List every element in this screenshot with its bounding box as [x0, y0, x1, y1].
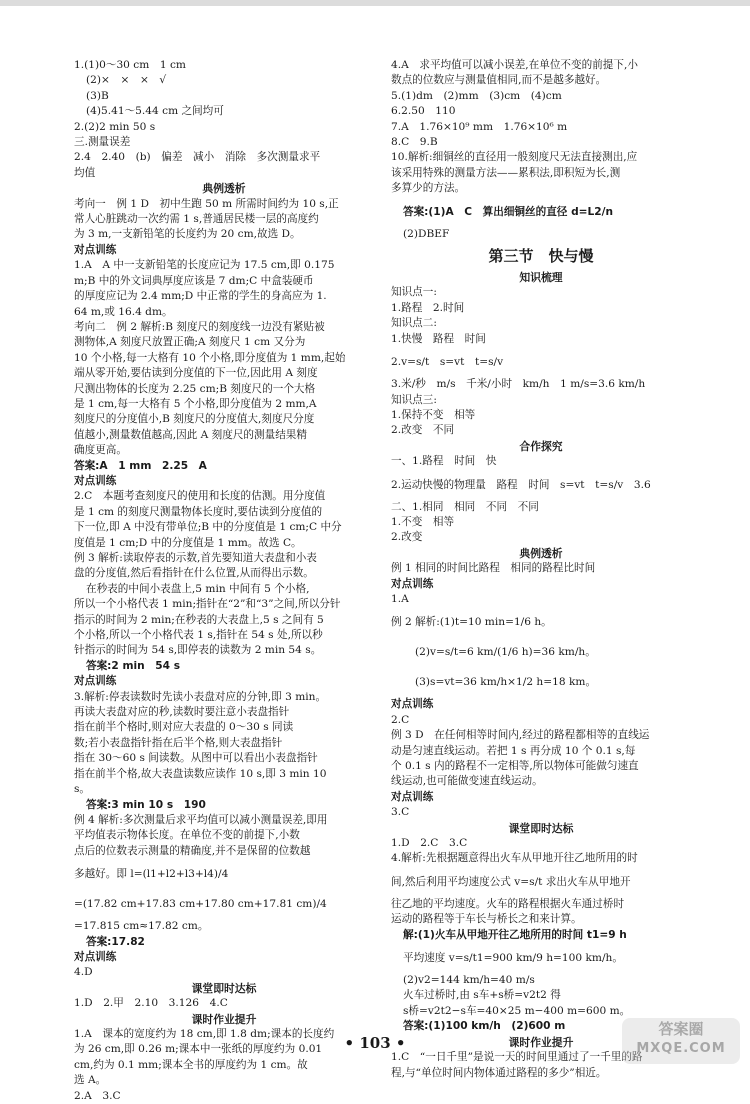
formula-line: 多越好。即 l=(l1+l2+l3+l4)/4 [74, 868, 229, 881]
text-line: 个 0.1 s 内的路程不一定相等,所以物体可能做匀速直 [391, 760, 639, 772]
answer-line: 答案:3 min 10 s 190 [86, 798, 206, 811]
subheading: 对点训练 [74, 474, 117, 487]
text-line: 在秒表的中间小表盘上,5 min 中间有 5 个小格, [86, 582, 310, 595]
text-line: 知识点一: [391, 286, 437, 299]
page-number: • 103 • [344, 1034, 406, 1052]
formula-line: (2)v=s/t=6 km/(1/6 h)=36 km/h。 [415, 646, 596, 659]
formula-line: =17.815 cm≈17.82 cm。 [74, 920, 209, 933]
text-line: 再读大表盘对应的秒,读数时要注意小表盘指针 [74, 706, 290, 719]
formula-line: s桥=v2t2−s车=40×25 m−400 m=600 m。 [403, 1004, 631, 1017]
text-line: 是 1 cm,每一大格有 5 个小格,即分度值为 2 mm,A [74, 397, 317, 410]
text-line: 值越小,测量数值越高,因此 A 刻度尺的测量结果精 [74, 428, 307, 441]
section-heading: 合作探究 [519, 439, 563, 453]
text-line: 均值 [74, 166, 96, 179]
text-line: 1.路程 2.时间 [391, 301, 465, 314]
text-line: 指在前半个格,故大表盘读数应读作 10 s,即 3 min 10 [74, 767, 327, 780]
section-heading: 课堂即时达标 [191, 981, 257, 995]
text-line: 2.C [391, 713, 410, 726]
text-line: 运动的路程等于车长与桥长之和来计算。 [391, 913, 582, 926]
text-line: 刻度尺的分度值小,B 刻度尺的分度值大,刻度尺分度 [74, 413, 315, 426]
section-heading: 典例透析 [202, 182, 246, 196]
text-line: 3.解析:停表读数时先读小表盘对应的分钟,即 3 min。 [74, 690, 327, 703]
text-line: 例 3 解析:读取停表的示数,首先要知道大表盘和小表 [74, 552, 317, 564]
text-line: 2.A 3.C [74, 1089, 121, 1102]
text-line: 1.不变 相等 [391, 515, 455, 528]
text-line: 1.C “一日千里”是说一天的时间里通过了一千里的路 [391, 1051, 643, 1064]
text-line: (2)DBEF [403, 227, 450, 240]
watermark-logo [622, 1018, 740, 1064]
text-line: 1.A 课本的宽度约为 18 cm,即 1.8 dm;课本的长度约 [74, 1027, 335, 1040]
formula-line: 例 2 解析:(1)t=10 min=1/6 h。 [391, 616, 552, 629]
formula-line: 2.v=s/t s=vt t=s/v [391, 356, 504, 369]
text-line: cm,约为 0.1 mm;课本全书的厚度约为 1 cm。故 [74, 1058, 308, 1071]
text-line: (2)v2=144 km/h=40 m/s [403, 974, 535, 987]
text-line: 考向一 例 1 D 初中生跑 50 m 所需时间约为 10 s,正 [74, 197, 339, 210]
text-line: 程,与“单位时间内物体通过路程的多少”相近。 [391, 1066, 607, 1079]
text-line: 常人心脏跳动一次约需 1 s,普通居民楼一层的高度约 [74, 213, 319, 226]
section-heading: 课时作业提升 [508, 1035, 574, 1049]
text-line: 动是匀速直线运动。若把 1 s 再分成 10 个 0.1 s,每 [391, 744, 636, 757]
text-line: 尺测出物体的长度为 2.25 cm;B 刻度尺的一个大格 [74, 382, 316, 395]
subheading: 对点训练 [391, 790, 434, 803]
text-line: 例 3 D 在任何相等时间内,经过的路程都相等的直线运 [391, 729, 650, 742]
answer-line: 答案:(1)100 km/h (2)600 m [403, 1020, 566, 1033]
section-heading: 课堂即时达标 [508, 821, 574, 835]
text-line: 8.C 9.B [391, 136, 438, 149]
text-line: 度值是 1 cm;D 中的分度值是 1 mm。故选 C。 [74, 536, 302, 549]
text-line: 知识点二: [391, 317, 437, 330]
subheading: 对点训练 [391, 577, 434, 590]
text-line: s。 [74, 783, 91, 796]
subheading: 对点训练 [74, 950, 117, 963]
text-line: 2.4 2.40 (b) 偏差 减小 消除 多次测量求平 [74, 151, 321, 164]
text-line: 3.米/秒 m/s 千米/小时 km/h 1 m/s=3.6 km/h [391, 378, 646, 391]
answer-line: 答案:17.82 [86, 935, 145, 948]
watermark-line2: MXQE.COM [636, 1041, 726, 1056]
text-line: (3)B [86, 89, 109, 102]
text-line: 4.解析:先根据题意得出火车从甲地开往乙地所用的时 [391, 852, 638, 865]
text-line: 4.A 求平均值可以减小误差,在单位不变的前提下,小 [391, 59, 638, 71]
text-line: 一、1.路程 时间 快 [391, 455, 497, 468]
text-line: 2.(2)2 min 50 s [74, 120, 156, 133]
text-line: 火车过桥时,由 s车+s桥=v2t2 得 [403, 989, 561, 1002]
text-line: 2.C 本题考查刻度尺的使用和长度的估测。用分度值 [74, 490, 326, 503]
text-line: 1.D 2.C 3.C [391, 837, 468, 850]
section-heading: 典例透析 [519, 546, 563, 560]
text-line: m;B 中的外文词典厚度应该是 7 dm;C 中盒装硬币 [74, 274, 314, 287]
text-line: 为 26 cm,即 0.26 m;课本中一张纸的厚度约为 0.01 [74, 1043, 323, 1056]
text-line: 下一位,即 A 中没有带单位;B 中的分度值是 1 cm;C 中分 [74, 521, 342, 534]
text-line: 1.A [391, 592, 409, 605]
text-line: 10.解析:细铜丝的直径用一般刻度尺无法直接测出,应 [391, 151, 638, 164]
text-line: (2)× × × √ [86, 74, 167, 87]
top-border [0, 0, 750, 6]
text-line: 是 1 cm 的刻度尺测量物体长度时,要估读到分度值的 [74, 505, 323, 518]
text-line: 点后的位数表示测量的精确度,并不是保留的位数越 [74, 844, 311, 857]
left-column [74, 58, 374, 1104]
text-line: 2.改变 不同 [391, 424, 455, 437]
formula-line: 平均速度 v=s/t1=900 km/9 h=100 km/h。 [403, 952, 623, 965]
text-line: 数点的位数应与测量值相同,而不是越多越好。 [391, 74, 607, 87]
text-line: 多算少的方法。 [391, 182, 466, 195]
formula-line: 间,然后利用平均速度公式 v=s/t 求出火车从甲地开 [391, 875, 631, 888]
text-line: 针指示的时间为 54 s,即停表的读数为 2 min 54 s。 [74, 644, 322, 657]
text-line: 4.D [74, 966, 93, 979]
text-line: 选 A。 [74, 1074, 107, 1087]
text-line: 确度更高。 [74, 444, 127, 457]
section-title: 第三节 快与慢 [488, 247, 594, 266]
text-line: 1.D 2.甲 2.10 3.126 4.C [74, 997, 228, 1010]
section-heading: 知识梳理 [519, 271, 563, 285]
text-line: 所以一个小格代表 1 min;指针在“2”和“3”之间,所以分针 [74, 598, 341, 611]
text-line: 平均值表示物体长度。在单位不变的前提下,小数 [74, 829, 300, 842]
text-line: 2.改变 [391, 531, 423, 544]
text-line: 3.C [391, 806, 410, 819]
subheading: 对点训练 [391, 698, 434, 711]
text-line: 指示的时间为 2 min;在秒表的大表盘上,5 s 之间有 5 [74, 613, 324, 626]
text-line: 指在 30～60 s 间读数。从图中可以看出小表盘指针 [74, 752, 318, 765]
text-line: 7.A 1.76×10⁹ mm 1.76×10⁶ m [391, 120, 568, 133]
answer-line: 答案:A 1 mm 2.25 A [74, 459, 207, 472]
text-line: 1.A A 中一支新铅笔的长度应记为 17.5 cm,即 0.175 [74, 259, 335, 272]
text-line: 例 4 解析:多次测量后求平均值可以减小测量误差,即用 [74, 813, 328, 826]
text-line: 1.(1)0～30 cm 1 cm [74, 59, 186, 71]
text-line: 考向二 例 2 解析:B 刻度尺的刻度线一边没有紧贴被 [74, 320, 325, 333]
text-line: 10 个小格,每一大格有 10 个小格,即分度值为 1 mm,起始 [74, 351, 346, 364]
text-line: 为 3 m,一支新铅笔的长度约为 20 cm,故选 D。 [74, 228, 301, 241]
subheading: 对点训练 [74, 243, 117, 256]
text-line: 5.(1)dm (2)mm (3)cm (4)cm [391, 89, 562, 102]
text-line: 例 1 相同的时间比路程 相同的路程比时间 [391, 562, 596, 575]
text-line: 线运动,也可能做变速直线运动。 [391, 775, 543, 788]
text-line: 知识点三: [391, 393, 437, 406]
watermark-line1: 答案圈 [658, 1020, 704, 1038]
text-line: 该采用特殊的测量方法——累积法,即积短为长,测 [391, 166, 621, 179]
text-line: 端从零开始,要估读到分度值的下一位,因此用 A 刻度 [74, 367, 318, 380]
text-line: 盘的分度值,然后看指针在什么位置,从而得出示数。 [74, 567, 314, 580]
text-line: 1.保持不变 相等 [391, 408, 476, 421]
text-line: 个小格,所以一个小格代表 1 s,指针在 54 s 处,所以秒 [74, 629, 323, 642]
formula-line: (3)s=vt=36 km/h×1/2 h=18 km。 [415, 676, 597, 689]
text-line: 三.测量误差 [74, 136, 131, 149]
formula-line: =(17.82 cm+17.83 cm+17.80 cm+17.81 cm)/4 [74, 898, 327, 911]
text-line: 二、1.相同 相同 不同 不同 [391, 500, 539, 513]
text-line: 测物体,A 刻度尺放置正确;A 刻度尺 1 cm 又分为 [74, 336, 306, 349]
text-line: (4)5.41～5.44 cm 之间均可 [86, 105, 224, 118]
text-line: 64 m,或 16.4 dm。 [74, 305, 173, 318]
solution-line: 解:(1)火车从甲地开往乙地所用的时间 t1=9 h [403, 928, 627, 941]
text-line: 6.2.50 110 [391, 105, 456, 118]
text-line: 1.快慢 路程 时间 [391, 332, 486, 345]
text-line: 的厚度应记为 2.4 mm;D 中正常的学生的身高应为 1. [74, 290, 327, 303]
subheading: 对点训练 [74, 675, 117, 688]
right-column [391, 58, 691, 1081]
answer-line: 答案:2 min 54 s [86, 659, 181, 672]
formula-line: 2.运动快慢的物理量 路程 时间 s=vt t=s/v 3.6 [391, 478, 651, 491]
text-line: 数;若小表盘指针指在后半个格,则大表盘指针 [74, 736, 283, 749]
text-line: 往乙地的平均速度。火车的路程根据火车通过桥时 [391, 897, 625, 910]
answer-line: 答案:(1)A C 算出细铜丝的直径 d=L2/n [403, 205, 614, 218]
text-line: 指在前半个格时,则对应大表盘的 0～30 s 同读 [74, 721, 294, 734]
section-heading: 课时作业提升 [191, 1012, 257, 1026]
